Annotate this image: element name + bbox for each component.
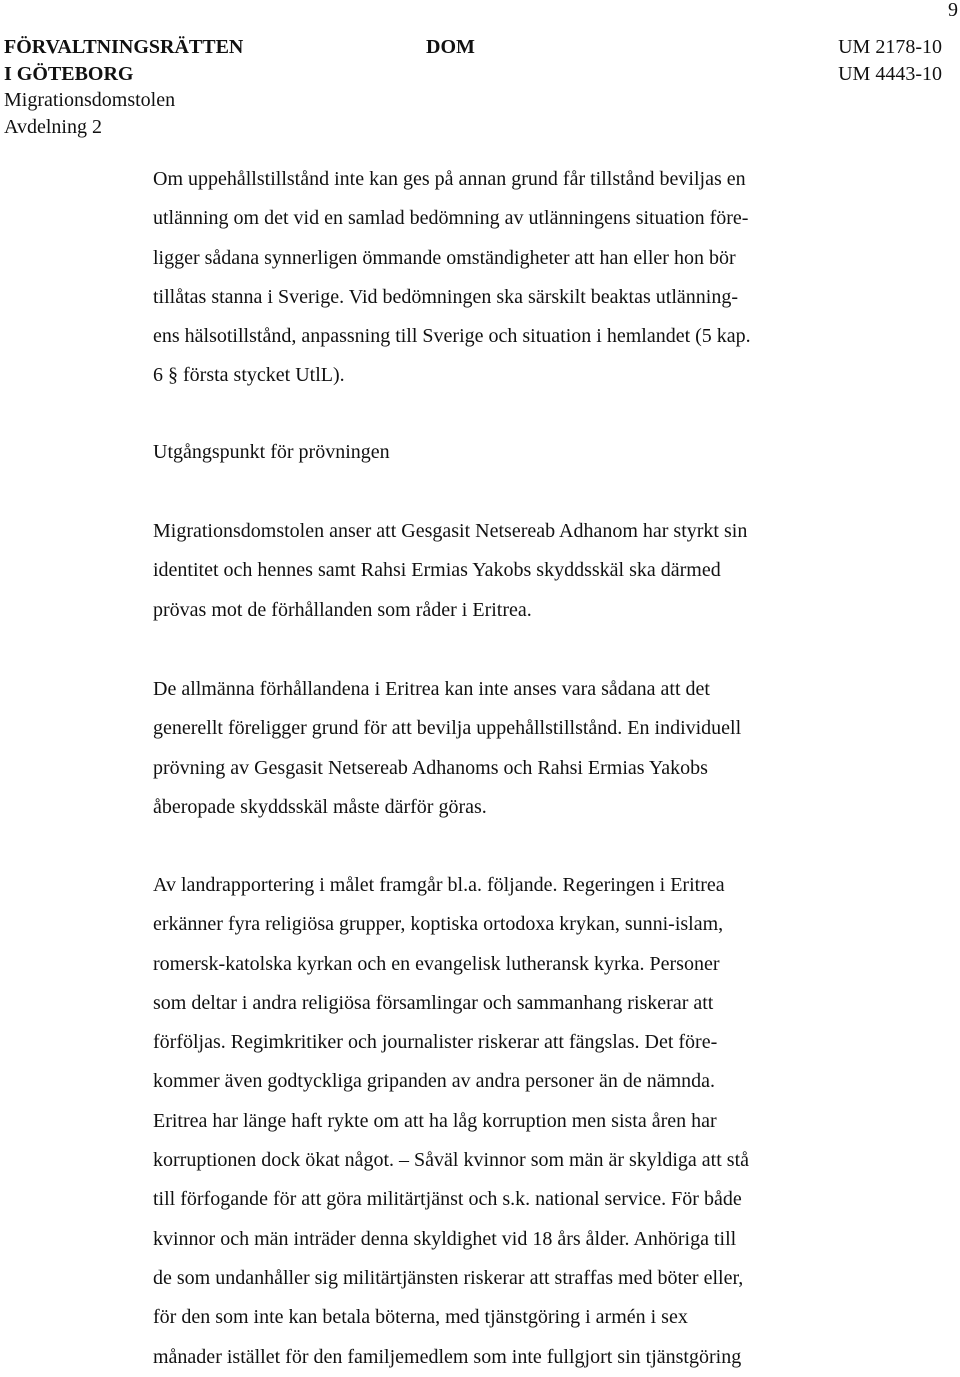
text-line: korruptionen dock ökat något. – Såväl kvinnor som män är skyldiga att stå <box>153 1149 749 1172</box>
text-line: för den som inte kan betala böterna, med tjänstgöring i armén i sex <box>153 1306 688 1329</box>
text-line: kvinnor och män inträder denna skyldighet vid 18 års ålder. Anhöriga till <box>153 1227 737 1250</box>
section-heading: Utgångspunkt för prövningen <box>153 441 390 463</box>
case-numbers <box>838 34 942 87</box>
text-line: de som undanhåller sig militärtjänsten riskerar att straffas med böter eller, <box>153 1266 744 1289</box>
text-line: 6 § första stycket UtlL). <box>153 364 345 387</box>
court-name-line-2: I GÖTEBORG <box>4 62 134 85</box>
text-line: prövning av Gesgasit Netsereab Adhanoms och Rahsi Ermias Yakobs <box>153 756 708 779</box>
text-line: utlänning om det vid en samlad bedömning av utlänningens situation före- <box>153 207 749 230</box>
text-line: ens hälsotillstånd, anpassning till Sverige och situation i hemlandet (5 kap. <box>153 325 751 348</box>
paragraph-residence-permit <box>153 160 853 396</box>
text-line: tillåtas stanna i Sverige. Vid bedömningen ska särskilt beaktas utlänning- <box>153 285 738 308</box>
text-line: Migrationsdomstolen anser att Gesgasit Netsereab Adhanom har styrkt sin <box>153 520 748 542</box>
text-line: till förfogande för att göra militärtjänst och s.k. national service. För både <box>153 1188 742 1211</box>
text-line: månader istället för den familjemedlem som inte fullgjort sin tjänstgöring <box>153 1345 742 1368</box>
paragraph-general-conditions <box>153 670 853 827</box>
case-number-2: UM 4443-10 <box>838 62 942 85</box>
court-division: Migrationsdomstolen <box>4 89 176 111</box>
court-header <box>4 34 243 140</box>
text-line: generellt föreligger grund för att bevilja uppehållstillstånd. En individuell <box>153 717 742 740</box>
case-number-1: UM 2178-10 <box>838 36 942 58</box>
court-department: Avdelning 2 <box>4 115 102 138</box>
text-line: som deltar i andra religiösa församlingar och sammanhang riskerar att <box>153 991 714 1014</box>
document-type: DOM <box>426 36 475 58</box>
text-line: Eritrea har länge haft rykte om att ha låg korruption men sista åren har <box>153 1109 717 1132</box>
page-number: 9 <box>948 0 958 21</box>
text-line: erkänner fyra religiösa grupper, koptiska ortodoxa krykan, sunni-islam, <box>153 913 724 936</box>
text-line: ligger sådana synnerligen ömmande omständigheter att han eller hon bör <box>153 246 736 269</box>
text-line: kommer även godtyckliga gripanden av andra personer än de nämnda. <box>153 1070 716 1093</box>
paragraph-country-report <box>153 866 853 1377</box>
text-line: Om uppehållstillstånd inte kan ges på annan grund får tillstånd beviljas en <box>153 168 746 190</box>
text-line: Av landrapportering i målet framgår bl.a. följande. Regeringen i Eritrea <box>153 874 725 896</box>
text-line: åberopade skyddsskäl måste därför göras. <box>153 795 487 818</box>
text-line: prövas mot de förhållanden som råder i Eritrea. <box>153 598 532 621</box>
text-line: romersk-katolska kyrkan och en evangelisk lutheransk kyrka. Personer <box>153 952 720 975</box>
paragraph-identity <box>153 512 853 630</box>
court-name-line-1: FÖRVALTNINGSRÄTTEN <box>4 36 244 58</box>
text-line: förföljas. Regimkritiker och journalister riskerar att fängslas. Det före- <box>153 1031 718 1054</box>
text-line: De allmänna förhållandena i Eritrea kan inte anses vara sådana att det <box>153 678 710 700</box>
text-line: identitet och hennes samt Rahsi Ermias Yakobs skyddsskäl ska därmed <box>153 559 721 582</box>
